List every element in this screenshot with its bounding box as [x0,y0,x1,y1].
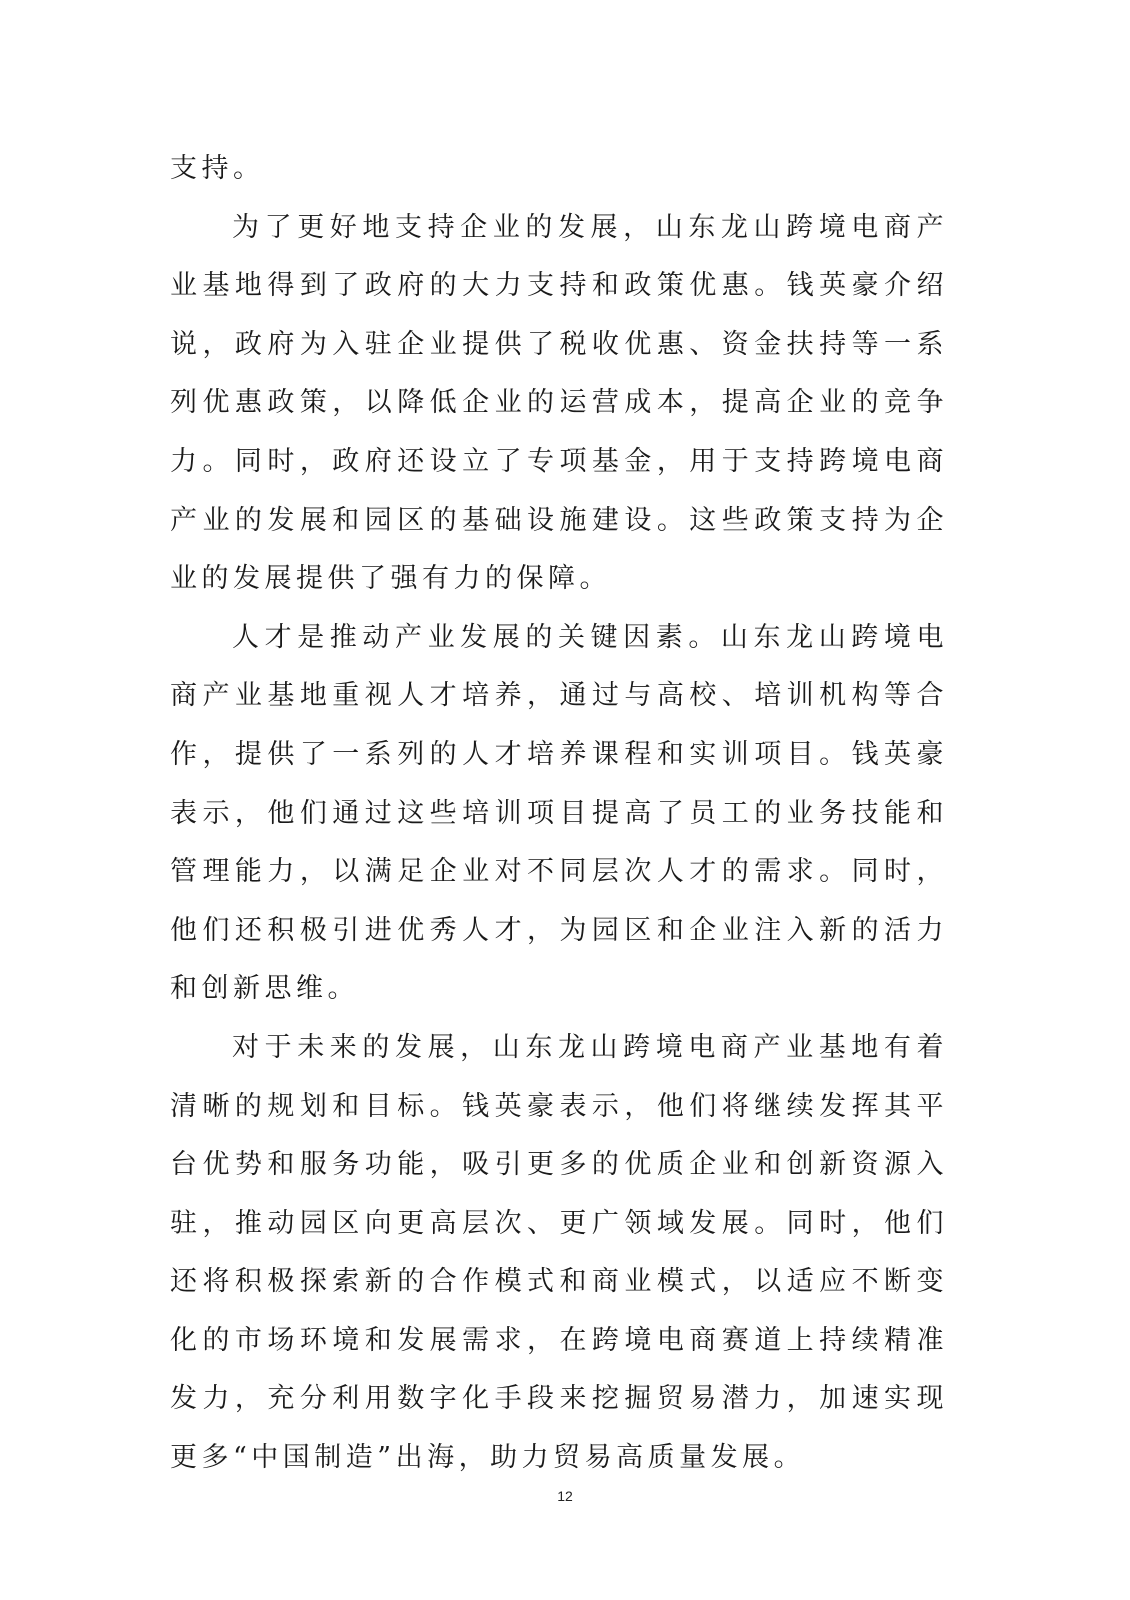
paragraph-policy-support: 为了更好地支持企业的发展，山东龙山跨境电商产业基地得到了政府的大力支持和政策优惠。钱英豪介绍说，政府为入驻企业提供了税收优惠、资金扶持等一系列优惠政策，以降低企业的运营成本，提高企业的竞争力。同时，政府还设立了专项基金，用于支持跨境电商产业的发展和园区的基础设施建设。这些政策支持为企业的发展提供了强有力的保障。 [170,211,948,595]
paragraph-continuation: 支持。 [170,153,265,184]
body-text [170,140,948,1488]
page-number: 12 [557,1488,573,1504]
paragraph-future-development: 对于未来的发展，山东龙山跨境电商产业基地有着清晰的规划和目标。钱英豪表示，他们将继续发挥其平台优势和服务功能，吸引更多的优质企业和创新资源入驻，推动园区向更高层次、更广领域发展。同时，他们还将积极探索新的合作模式和商业模式，以适应不断变化的市场环境和发展需求，在跨境电商赛道上持续精准发力，充分利用数字化手段来挖掘贸易潜力，加速实现更多“中国制造”出海，助力贸易高质量发展。 [170,1031,948,1474]
paragraph-talent-training: 人才是推动产业发展的关键因素。山东龙山跨境电商产业基地重视人才培养，通过与高校、培训机构等合作，提供了一系列的人才培养课程和实训项目。钱英豪表示，他们通过这些培训项目提高了员工的业务技能和管理能力，以满足企业对不同层次人才的需求。同时，他们还积极引进优秀人才，为园区和企业注入新的活力和创新思维。 [170,621,948,1005]
